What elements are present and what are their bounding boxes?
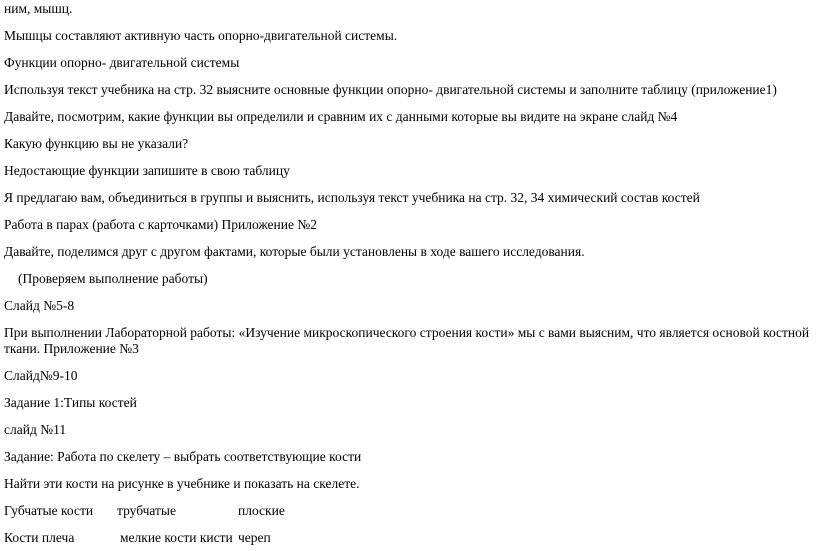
text-line-11: (Проверяем выполнение работы) — [18, 271, 208, 286]
table-cell: плоские — [238, 503, 285, 518]
text-line-10: Давайте, поделимся друг с другом фактами, которые были установлены в ходе вашего исследования. — [4, 244, 585, 259]
table-cell: мелкие кости кисти — [120, 530, 233, 545]
table-cell: Кости плеча — [4, 530, 75, 545]
table-cell: Губчатые кости — [4, 503, 94, 518]
table-cell: трубчатые — [117, 503, 176, 518]
text-line-7: Недостающие функции запишите в свою таблицу — [4, 163, 290, 178]
text-line-14: Слайд№9-10 — [4, 368, 78, 383]
table-cell: череп — [238, 530, 271, 545]
text-line-15: Задание 1:Типы костей — [4, 395, 137, 410]
document-page — [4, 0, 812, 551]
text-line-2: Мышцы составляют активную часть опорно-двигательной системы. — [4, 28, 398, 43]
text-line-16: слайд №11 — [4, 422, 67, 437]
section-heading: Функции опорно- двигательной системы — [4, 55, 240, 70]
text-line-8: Я предлагаю вам, объединиться в группы и выяснить, используя текст учебника на стр. 32, 34 химический состав костей — [4, 190, 700, 205]
text-line-1: ним, мышц. — [4, 1, 73, 16]
text-line-18: Найти эти кости на рисунке в учебнике и показать на скелете. — [4, 476, 360, 491]
text-paragraph-13: При выполнении Лабораторной работы: «Изучение микроскопического строения кости» мы с вами выясним, что является основой костной ткани. Приложение №3 — [4, 325, 810, 356]
text-line-5: Давайте, посмотрим, какие функции вы определили и сравним их с данными которые вы видите на экране слайд №4 — [4, 109, 678, 124]
text-line-12: Слайд №5-8 — [4, 298, 75, 313]
text-line-4: Используя текст учебника на стр. 32 выясните основные функции опорно- двигательной системы и заполните таблицу (приложение1) — [4, 82, 777, 97]
text-line-17: Задание: Работа по скелету – выбрать соответствующие кости — [4, 449, 362, 464]
text-line-6: Какую функцию вы не указали? — [4, 136, 189, 151]
text-line-9: Работа в парах (работа с карточками) Приложение №2 — [4, 217, 317, 232]
